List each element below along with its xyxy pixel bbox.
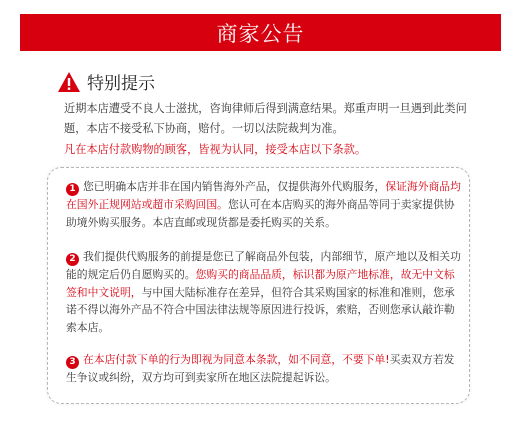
term-number-badge: 3: [66, 356, 79, 369]
notice-heading: [57, 69, 155, 94]
term-item: [66, 351, 461, 387]
term-text: 买卖双方若发生争议或纠纷，双方均可到卖家所在地区法院提起诉讼。: [66, 353, 455, 384]
term-highlight: 在本店付款下单的行为即视为同意本条款，如不同意，不要下单!: [83, 353, 390, 366]
term-number-badge: 1: [66, 183, 79, 196]
term-text: 与中国大陆标准存在差异，但符合其采购国家的标准和准则，您承诺不得以海外产品不符合中国法律法规等原因进行投诉，索赔，否则您承认敲诈勒索本店。: [66, 285, 455, 334]
term-text: 您已明确本店并非在国内销售海外产品，仅提供海外代购服务，: [83, 180, 386, 193]
terms-box: [47, 167, 470, 404]
warning-triangle-icon: [57, 71, 81, 93]
term-text: 我们提供代购服务的前提是您已了解商品外包装，内部细节，原产地以及相关功能的规定后仍自愿购买的。: [66, 250, 461, 281]
term-highlight: 保证海外商品均在国外正规网站或超市采购回国。: [66, 180, 461, 211]
term-text: 您认可在本店购买的海外商品等同于卖家提供协助境外购买服务。本店直邮或现货都是委托购买的关系。: [66, 198, 455, 229]
term-item: [66, 178, 461, 231]
notice-agreement-line: 凡在本店付款购物的顾客，皆视为认同，接受本店以下条款。: [64, 143, 367, 156]
banner-title: 商家公告: [216, 21, 305, 46]
announcement-banner: [20, 14, 501, 51]
term-item: [66, 248, 461, 336]
term-highlight: 您购买的商品品质，标识都为原产地标准，故无中文标签和中文说明，: [66, 268, 455, 299]
notice-paragraph: 近期本店遭受不良人士滋扰，咨询律师后得到满意结果。郑重声明一旦遇到此类问题，本店不接受私下协商，赔付。一切以法院裁判为准。: [64, 102, 467, 135]
notice-title: 特别提示: [87, 74, 155, 94]
term-number-badge: 2: [66, 253, 79, 266]
